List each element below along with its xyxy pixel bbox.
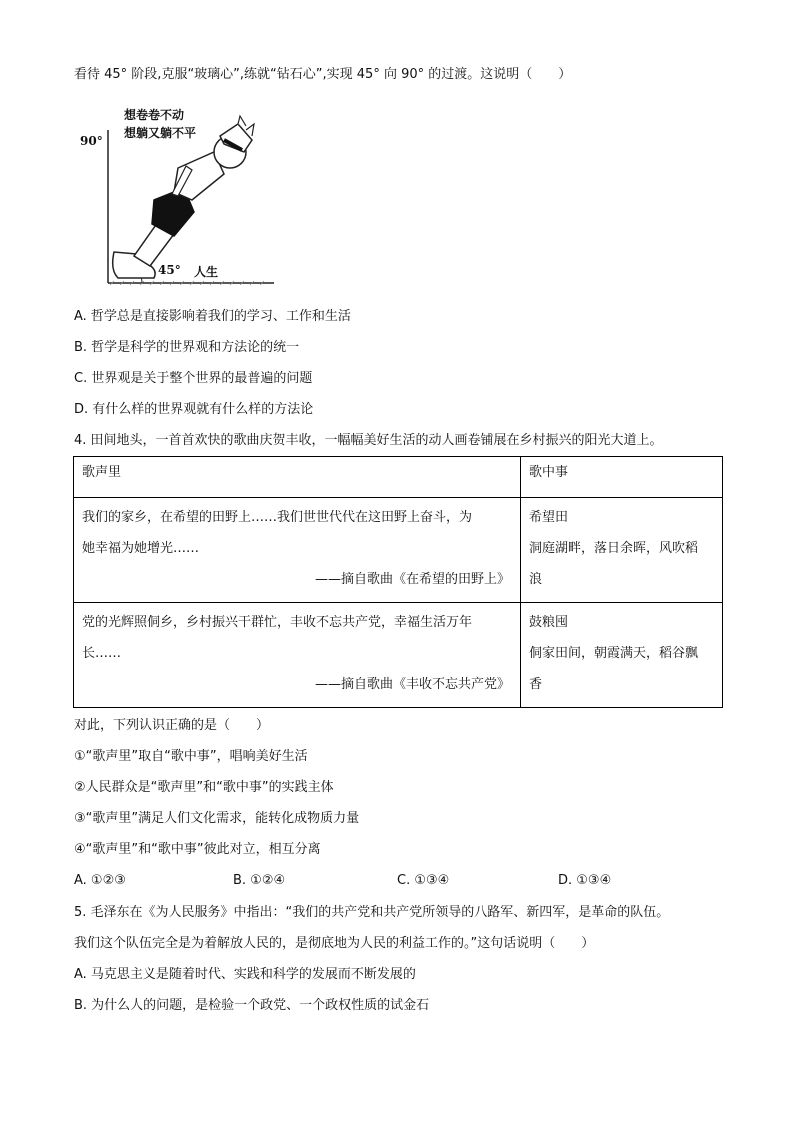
q4-choice-c: C. ①③④ (397, 873, 450, 888)
story-title: 鼓粮囤 (529, 615, 569, 630)
lyric-line: 长…… (82, 646, 122, 661)
lyric-line: 党的光辉照侗乡，乡村振兴干群忙，丰收不忘共产党，幸福生活万年 (82, 615, 473, 630)
q4-choice-b: B. ①②④ (233, 873, 286, 888)
story-line: 洞庭湖畔，落日余晖，风吹稻 (529, 541, 699, 556)
q4-prompt: 对此，下列认识正确的是（ ） (74, 718, 270, 733)
q5-option-b: B. 为什么人的问题，是检验一个政党、一个政权性质的试金石 (74, 998, 430, 1013)
songs-table (73, 456, 723, 708)
q3-option-c: C. 世界观是关于整个世界的最普遍的问题 (74, 371, 313, 386)
lyric-cell (74, 603, 521, 708)
q5-option-a: A. 马克思主义是随着时代、实践和科学的发展而不断发展的 (74, 967, 416, 982)
label-45-degrees: 45° (158, 263, 181, 277)
table-row (74, 498, 723, 603)
q4-statement-3: ③“歌声里”满足人们文化需求，能转化成物质力量 (74, 811, 360, 826)
story-line: 香 (529, 677, 543, 692)
header-lyrics: 歌声里 (74, 457, 521, 498)
label-life: 人生 (194, 265, 219, 279)
q3-option-b: B. 哲学是科学的世界观和方法论的统一 (74, 340, 300, 355)
q4-statement-4: ④“歌声里”和“歌中事”彼此对立，相互分离 (74, 842, 321, 857)
cartoon-figure (74, 100, 284, 290)
question-3-stem: 看待 45° 阶段,克服“玻璃心”,练就“钻石心”,实现 45° 向 90° 的过渡。这说明（ ） (74, 67, 572, 82)
question-5-stem-line1: 5. 毛泽东在《为人民服务》中指出：“我们的共产党和共产党所领导的八路军、新四军，是革命的队伍。 (74, 905, 670, 920)
table-row (74, 603, 723, 708)
story-cell (521, 603, 723, 708)
lyric-cell (74, 498, 521, 603)
q4-statement-2: ②人民群众是“歌声里”和“歌中事”的实践主体 (74, 780, 334, 795)
song-source: ——摘自歌曲《在希望的田野上》 (314, 572, 510, 587)
lyric-line: 她幸福为她增光…… (82, 541, 200, 556)
story-line: 浪 (529, 572, 543, 587)
figure-caption-line2: 想躺又躺不平 (124, 126, 197, 140)
q4-statement-1: ①“歌声里”取自“歌中事”，唱响美好生活 (74, 749, 308, 764)
header-stories: 歌中事 (521, 457, 723, 498)
table-header-row (74, 457, 723, 498)
q4-choices (74, 873, 694, 891)
question-4-stem: 4. 田间地头，一首首欢快的歌曲庆贺丰收，一幅幅美好生活的动人画卷铺展在乡村振兴的阳光大道上。 (74, 433, 663, 448)
song-source: ——摘自歌曲《丰收不忘共产党》 (314, 677, 510, 692)
story-line: 侗家田间，朝霞满天，稻谷飘 (529, 646, 699, 661)
q4-choice-a: A. ①②③ (74, 873, 126, 888)
q4-choice-d: D. ①③④ (558, 873, 612, 888)
story-cell (521, 498, 723, 603)
lyric-line: 我们的家乡，在希望的田野上……我们世世代代在这田野上奋斗，为 (82, 510, 473, 525)
figure-caption-line1: 想卷卷不动 (124, 108, 185, 122)
story-title: 希望田 (529, 510, 569, 525)
question-5-stem-line2: 我们这个队伍完全是为着解放人民的，是彻底地为人民的利益工作的。”这句话说明（ ） (74, 936, 595, 951)
q3-option-d: D. 有什么样的世界观就有什么样的方法论 (74, 402, 314, 417)
label-90-degrees: 90° (80, 134, 103, 148)
q3-option-a: A. 哲学总是直接影响着我们的学习、工作和生活 (74, 309, 351, 324)
